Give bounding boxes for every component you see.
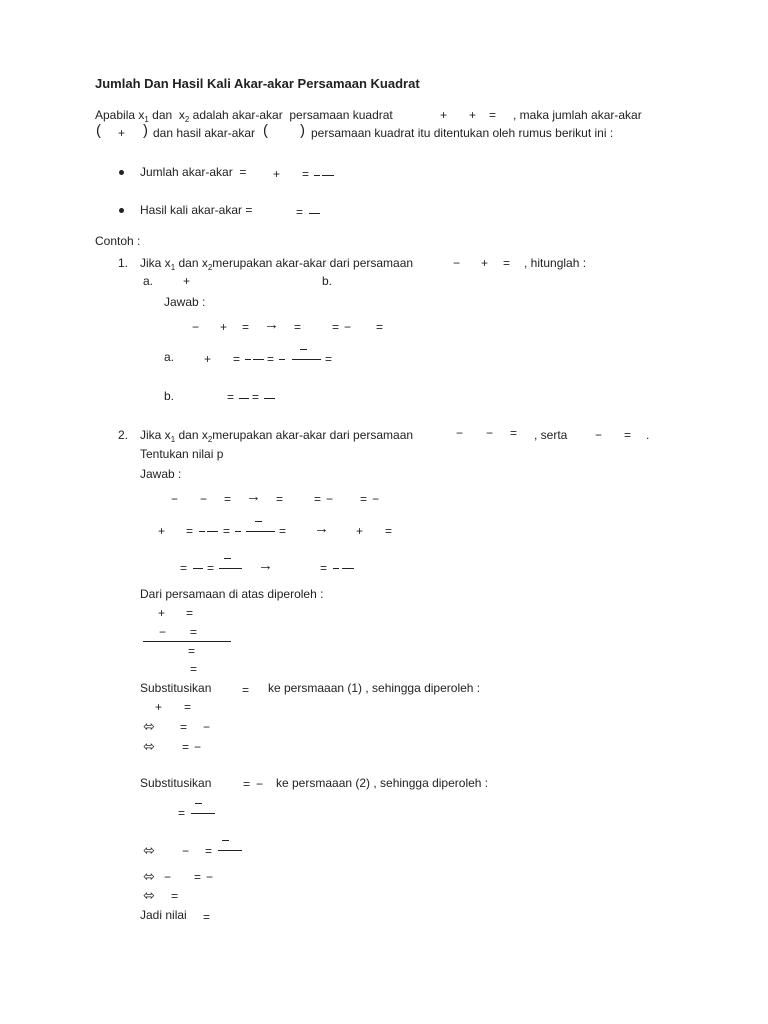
minus-symbol: − [486, 426, 494, 440]
equals-symbol: = [171, 889, 179, 903]
intro-line-1-end: , maka jumlah akar-akar [513, 108, 642, 122]
minus-symbol: − [171, 492, 179, 506]
fraction-line [246, 531, 275, 532]
fraction-line [239, 398, 249, 399]
minus-symbol: − [595, 428, 603, 442]
equals-symbol: = [276, 492, 284, 506]
equals-symbol: = [242, 683, 250, 697]
ex2-jadi-nilai: Jadi nilai [140, 908, 187, 922]
intro-line-2-a: dan hasil akar-akar [153, 126, 256, 140]
fraction-line [191, 813, 215, 814]
minus-line [314, 175, 320, 176]
equals-symbol: = [180, 720, 188, 734]
arrow-symbol: → [258, 557, 273, 574]
equals-symbol: = [360, 492, 368, 506]
equals-symbol: = [503, 256, 511, 270]
ex2-subst2-text: ke persmaaan (2) , sehingga diperoleh : [276, 776, 489, 790]
ex2-subst1-text: ke persmaaan (1) , sehingga diperoleh : [268, 681, 481, 695]
iff-icon: ⬄ [143, 718, 155, 734]
fraction-line [193, 568, 203, 569]
minus-symbol: − [200, 492, 208, 506]
equals-symbol: = [227, 390, 235, 404]
equals-symbol: = [182, 740, 190, 754]
elimination-line [143, 641, 231, 642]
ex2-subst1-label: Substitusikan [140, 681, 212, 695]
fraction-line [264, 398, 275, 399]
fraction-line [253, 359, 264, 360]
fraction-line [207, 531, 218, 532]
fraction-line [342, 568, 354, 569]
equals-symbol: = [194, 870, 202, 884]
close-paren: ) [300, 122, 305, 139]
minus-line [279, 359, 285, 360]
ex2-number: 2. [118, 428, 129, 442]
close-paren: ) [143, 122, 148, 139]
equals-symbol: = [302, 167, 310, 181]
ex2-dari-persamaan: Dari persamaan di atas diperoleh : [140, 587, 324, 601]
equals-symbol: = [624, 428, 632, 442]
equals-symbol: = [243, 777, 251, 791]
bullet-dot [119, 208, 124, 213]
plus-symbol: + [273, 167, 281, 181]
plus-symbol: + [356, 524, 364, 538]
equals-symbol: = [224, 492, 232, 506]
equals-symbol: = [242, 320, 250, 334]
equals-symbol: = [252, 390, 260, 404]
minus-symbol: − [203, 720, 211, 734]
equals-symbol: = [279, 524, 287, 538]
equals-symbol: = [267, 352, 275, 366]
minus-symbol: − [192, 320, 200, 334]
iff-icon: ⬄ [143, 738, 155, 754]
fraction-line [219, 568, 242, 569]
ex2-subst2-label: Substitusikan [140, 776, 212, 790]
plus-symbol: + [481, 256, 489, 270]
minus-symbol: − [326, 492, 334, 506]
iff-icon: ⬄ [143, 887, 155, 903]
plus-symbol: + [440, 108, 448, 122]
plus-symbol: + [158, 606, 166, 620]
equals-symbol: = [178, 806, 186, 820]
plus-symbol: + [183, 274, 191, 288]
plus-symbol: + [204, 352, 212, 366]
equals-symbol: = [314, 492, 322, 506]
plus-symbol: + [220, 320, 228, 334]
minus-symbol: − [194, 740, 202, 754]
ex1-statement-end: , hitunglah : [524, 256, 587, 270]
minus-line [199, 531, 205, 532]
ex1-jawab: Jawab : [164, 295, 206, 309]
minus-symbol: − [372, 492, 380, 506]
plus-symbol: + [155, 700, 163, 714]
minus-line [224, 558, 231, 559]
equals-symbol: = [180, 561, 188, 575]
equals-symbol: = [184, 700, 192, 714]
equals-symbol: = [190, 625, 198, 639]
ex1-number: 1. [118, 256, 129, 270]
equals-symbol: = [223, 524, 231, 538]
page-title: Jumlah Dan Hasil Kali Akar-akar Persamaan Kuadrat [95, 76, 420, 91]
minus-line [195, 803, 202, 804]
equals-symbol: = [332, 320, 340, 334]
equals-symbol: = [385, 524, 393, 538]
minus-symbol: − [456, 426, 464, 440]
ex1-answer-b: b. [164, 389, 175, 403]
fraction-line [218, 850, 242, 851]
ex2-jawab: Jawab : [140, 467, 182, 481]
minus-symbol: − [159, 625, 167, 639]
plus-symbol: + [469, 108, 477, 122]
minus-symbol: − [164, 870, 172, 884]
equals-symbol: = [510, 426, 518, 440]
bullet-sum-label: Jumlah akar-akar = [140, 165, 247, 179]
plus-symbol: + [158, 524, 166, 538]
minus-symbol: − [453, 256, 461, 270]
fraction-line [292, 359, 321, 360]
intro-line-2-b: persamaan kuadrat itu ditentukan oleh rumus berikut ini : [311, 126, 614, 140]
iff-icon: ⬄ [143, 842, 155, 858]
ex1-answer-a: a. [164, 350, 175, 364]
equals-symbol: = [205, 844, 213, 858]
ex1-part-a: a. [143, 274, 154, 288]
equals-symbol: = [186, 606, 194, 620]
equals-symbol: = [203, 910, 211, 924]
arrow-symbol: → [246, 488, 261, 505]
iff-icon: ⬄ [143, 868, 155, 884]
equals-symbol: = [186, 524, 194, 538]
equals-symbol: = [376, 320, 384, 334]
equals-symbol: = [190, 662, 198, 676]
equals-symbol: = [188, 644, 196, 658]
equals-symbol: = [294, 320, 302, 334]
plus-symbol: + [118, 126, 126, 140]
arrow-symbol: → [314, 520, 329, 537]
period: . [646, 428, 650, 442]
minus-line [255, 521, 262, 522]
intro-line-1: Apabila $x_1$ dan $x_2$ adalah akar-akar persamaan kuadrat [95, 108, 393, 124]
equals-symbol: = [233, 352, 241, 366]
ex2-tentukan: Tentukan nilai p [140, 447, 224, 461]
minus-line [245, 359, 251, 360]
bullet-product-label: Hasil kali akar-akar = [140, 203, 253, 217]
equals-symbol: = [207, 561, 215, 575]
minus-symbol: − [182, 844, 190, 858]
minus-line [300, 349, 307, 350]
bullet-dot [119, 170, 124, 175]
minus-symbol: − [256, 777, 264, 791]
equals-symbol: = [325, 352, 333, 366]
equals-symbol: = [296, 205, 304, 219]
fraction-line [322, 175, 334, 176]
minus-line [333, 568, 339, 569]
minus-line [222, 840, 229, 841]
equals-symbol: = [320, 561, 328, 575]
ex2-statement: Jika $x_1$ dan $x_2merupakan$ akar-akar dari persamaan [140, 428, 414, 444]
minus-symbol: − [344, 320, 352, 334]
open-paren: ( [96, 122, 101, 139]
equals-symbol: = [489, 108, 497, 122]
contoh-heading: Contoh : [95, 234, 141, 248]
fraction-line [309, 213, 320, 214]
ex1-statement: Jika $x_1$ dan $x_2merupakan$ akar-akar dari persamaan [140, 256, 414, 272]
open-paren: ( [263, 122, 268, 139]
minus-symbol: − [206, 870, 214, 884]
ex2-statement-serta: , serta [534, 428, 568, 442]
arrow-symbol: → [264, 316, 279, 333]
minus-line [235, 531, 241, 532]
ex1-part-b: b. [322, 274, 333, 288]
